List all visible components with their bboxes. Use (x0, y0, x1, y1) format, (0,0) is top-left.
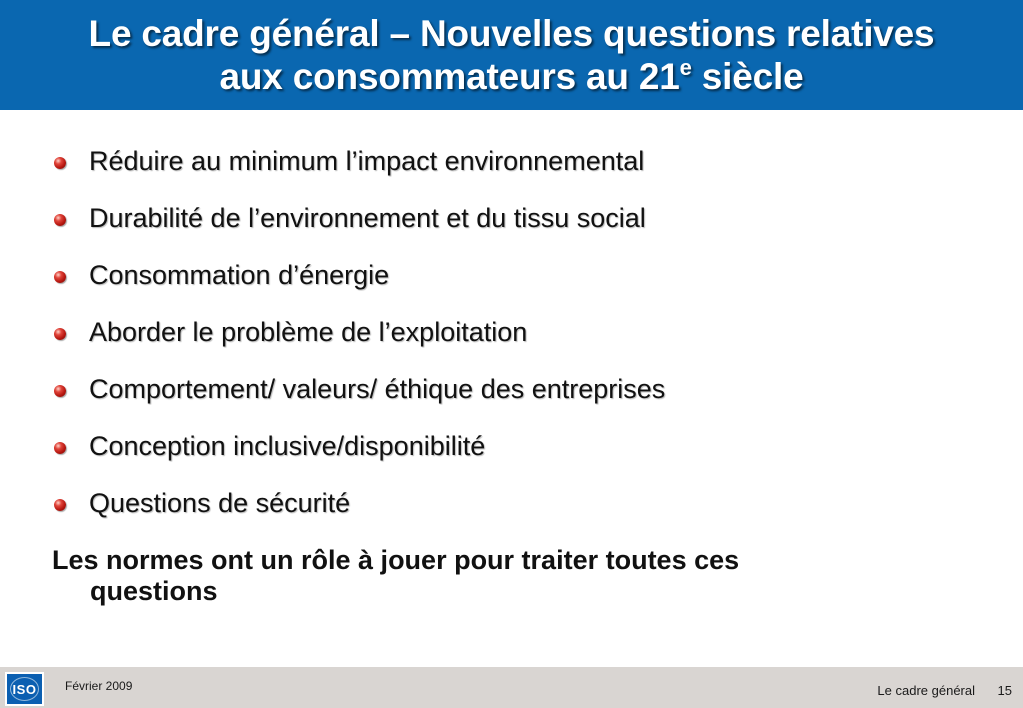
red-sphere-bullet-icon (54, 499, 66, 511)
red-sphere-bullet-icon (54, 328, 66, 340)
bullet-item (52, 482, 992, 539)
bullet-item (52, 311, 992, 368)
bullet-text: Aborder le problème de l’exploitation (89, 317, 528, 347)
bullet-text: Questions de sécurité (89, 488, 351, 518)
bullet-text: Réduire au minimum l’impact environnemental (89, 146, 645, 176)
red-sphere-bullet-icon (54, 442, 66, 454)
footer-date: Février 2009 (65, 679, 133, 693)
iso-logo-icon (5, 672, 44, 706)
bullet-list (52, 140, 992, 539)
slide-title-line-2 (220, 55, 804, 98)
bullet-text: Durabilité de l’environnement et du tissu social (89, 203, 646, 233)
conclusion-line-2: questions (90, 576, 218, 606)
iso-logo-text: ISO (12, 681, 37, 697)
bullet-item (52, 368, 992, 425)
footer-bar (0, 667, 1023, 708)
red-sphere-bullet-icon (54, 385, 66, 397)
bullet-text: Conception inclusive/disponibilité (89, 431, 486, 461)
bullet-item (52, 140, 992, 197)
slide-title-line-1: Le cadre général – Nouvelles questions relatives (88, 13, 935, 54)
bullet-item (52, 425, 992, 482)
bullet-item (52, 197, 992, 254)
conclusion-statement (52, 545, 912, 607)
title-text-part: aux consommateurs au 21 (219, 56, 680, 97)
bullet-text: Consommation d’énergie (89, 260, 390, 290)
conclusion-line-1: Les normes ont un rôle à jouer pour traiter toutes ces (52, 545, 740, 575)
red-sphere-bullet-icon (54, 157, 66, 169)
footer-section-title: Le cadre général (877, 683, 975, 698)
red-sphere-bullet-icon (54, 214, 66, 226)
red-sphere-bullet-icon (54, 271, 66, 283)
title-text-part: siècle (691, 56, 804, 97)
title-bar (0, 0, 1023, 110)
bullet-text: Comportement/ valeurs/ éthique des entreprises (89, 374, 666, 404)
bullet-item (52, 254, 992, 311)
page-number: 15 (997, 683, 1012, 698)
title-superscript: e (679, 55, 692, 80)
